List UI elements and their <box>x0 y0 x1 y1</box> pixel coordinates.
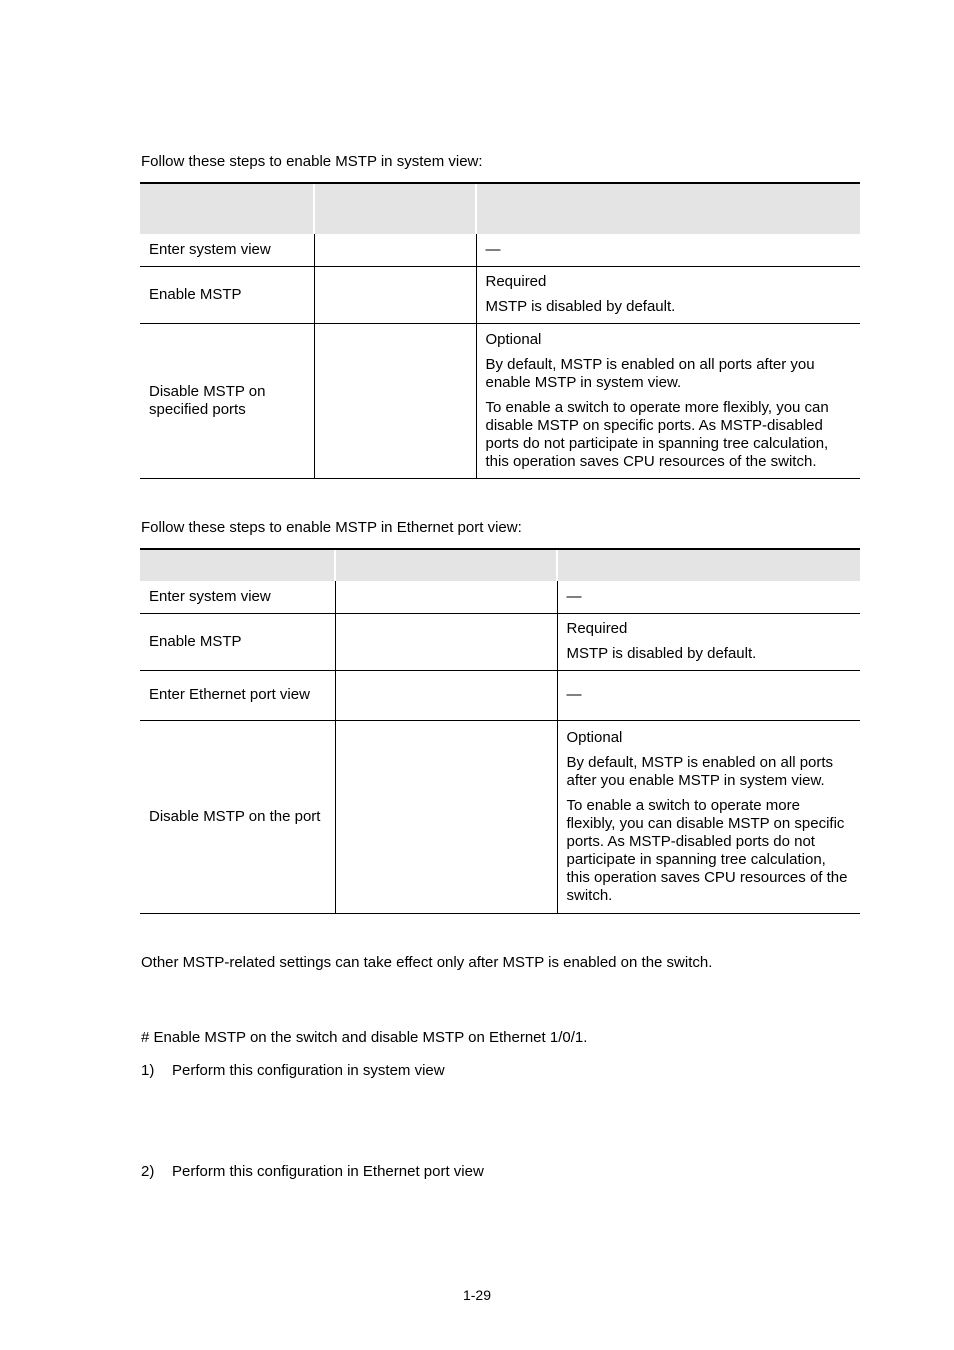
list-number: 2) <box>141 1163 155 1180</box>
table-row <box>140 581 860 613</box>
operation-cell: Disable MSTP on the port <box>140 720 335 913</box>
remarks-cell: Required MSTP is disabled by default. <box>557 613 860 670</box>
header-cell <box>140 183 314 234</box>
command-cell <box>314 323 476 478</box>
table-row <box>140 720 860 913</box>
table-row <box>140 266 860 323</box>
command-cell <box>335 720 557 913</box>
operation-cell: Enable MSTP <box>140 613 335 670</box>
note-text: Other MSTP-related settings can take effect only after MSTP is enabled on the switch. <box>141 954 713 971</box>
header-cell <box>476 183 860 234</box>
list-number: 1) <box>141 1062 155 1079</box>
example-intro: # Enable MSTP on the switch and disable MSTP on Ethernet 1/0/1. <box>141 1029 588 1046</box>
command-cell <box>335 613 557 670</box>
remarks-cell: — <box>476 234 860 266</box>
table-row <box>140 234 860 266</box>
list-text: Perform this configuration in Ethernet port view <box>172 1163 484 1180</box>
remarks-cell: Optional By default, MSTP is enabled on all ports after you enable MSTP in system view. To enable a switch to operate more flexibly, you can disable MSTP on specific ports. As MSTP-disabled ports do not participate in spanning tree calculation, this operation saves CPU resources of the switch. <box>557 720 860 913</box>
remarks-cell: — <box>557 670 860 720</box>
header-cell <box>335 549 557 581</box>
operation-cell: Enable MSTP <box>140 266 314 323</box>
remarks-cell: Required MSTP is disabled by default. <box>476 266 860 323</box>
command-cell <box>314 234 476 266</box>
operation-cell: Enter system view <box>140 581 335 613</box>
header-cell <box>557 549 860 581</box>
system-view-steps-table <box>140 182 860 479</box>
table-row <box>140 670 860 720</box>
header-cell <box>140 549 335 581</box>
table-row <box>140 613 860 670</box>
list-item <box>141 1062 445 1080</box>
table-row <box>140 323 860 478</box>
operation-cell: Enter Ethernet port view <box>140 670 335 720</box>
section2-intro: Follow these steps to enable MSTP in Ethernet port view: <box>141 519 522 536</box>
command-cell <box>335 581 557 613</box>
operation-cell: Disable MSTP on specified ports <box>140 323 314 478</box>
list-text: Perform this configuration in system view <box>172 1062 445 1079</box>
table-header-row <box>140 549 860 581</box>
list-item <box>141 1163 484 1181</box>
operation-cell: Enter system view <box>140 234 314 266</box>
section1-intro: Follow these steps to enable MSTP in system view: <box>141 153 483 170</box>
header-cell <box>314 183 476 234</box>
remarks-cell: — <box>557 581 860 613</box>
ethernet-port-view-steps-table <box>140 548 860 914</box>
table-header-row <box>140 183 860 234</box>
remarks-cell: Optional By default, MSTP is enabled on all ports after you enable MSTP in system view. To enable a switch to operate more flexibly, you can disable MSTP on specific ports. As MSTP-disabled ports do not participate in spanning tree calculation, this operation saves CPU resources of the switch. <box>476 323 860 478</box>
page-number: 1-29 <box>462 1287 492 1303</box>
command-cell <box>335 670 557 720</box>
command-cell <box>314 266 476 323</box>
